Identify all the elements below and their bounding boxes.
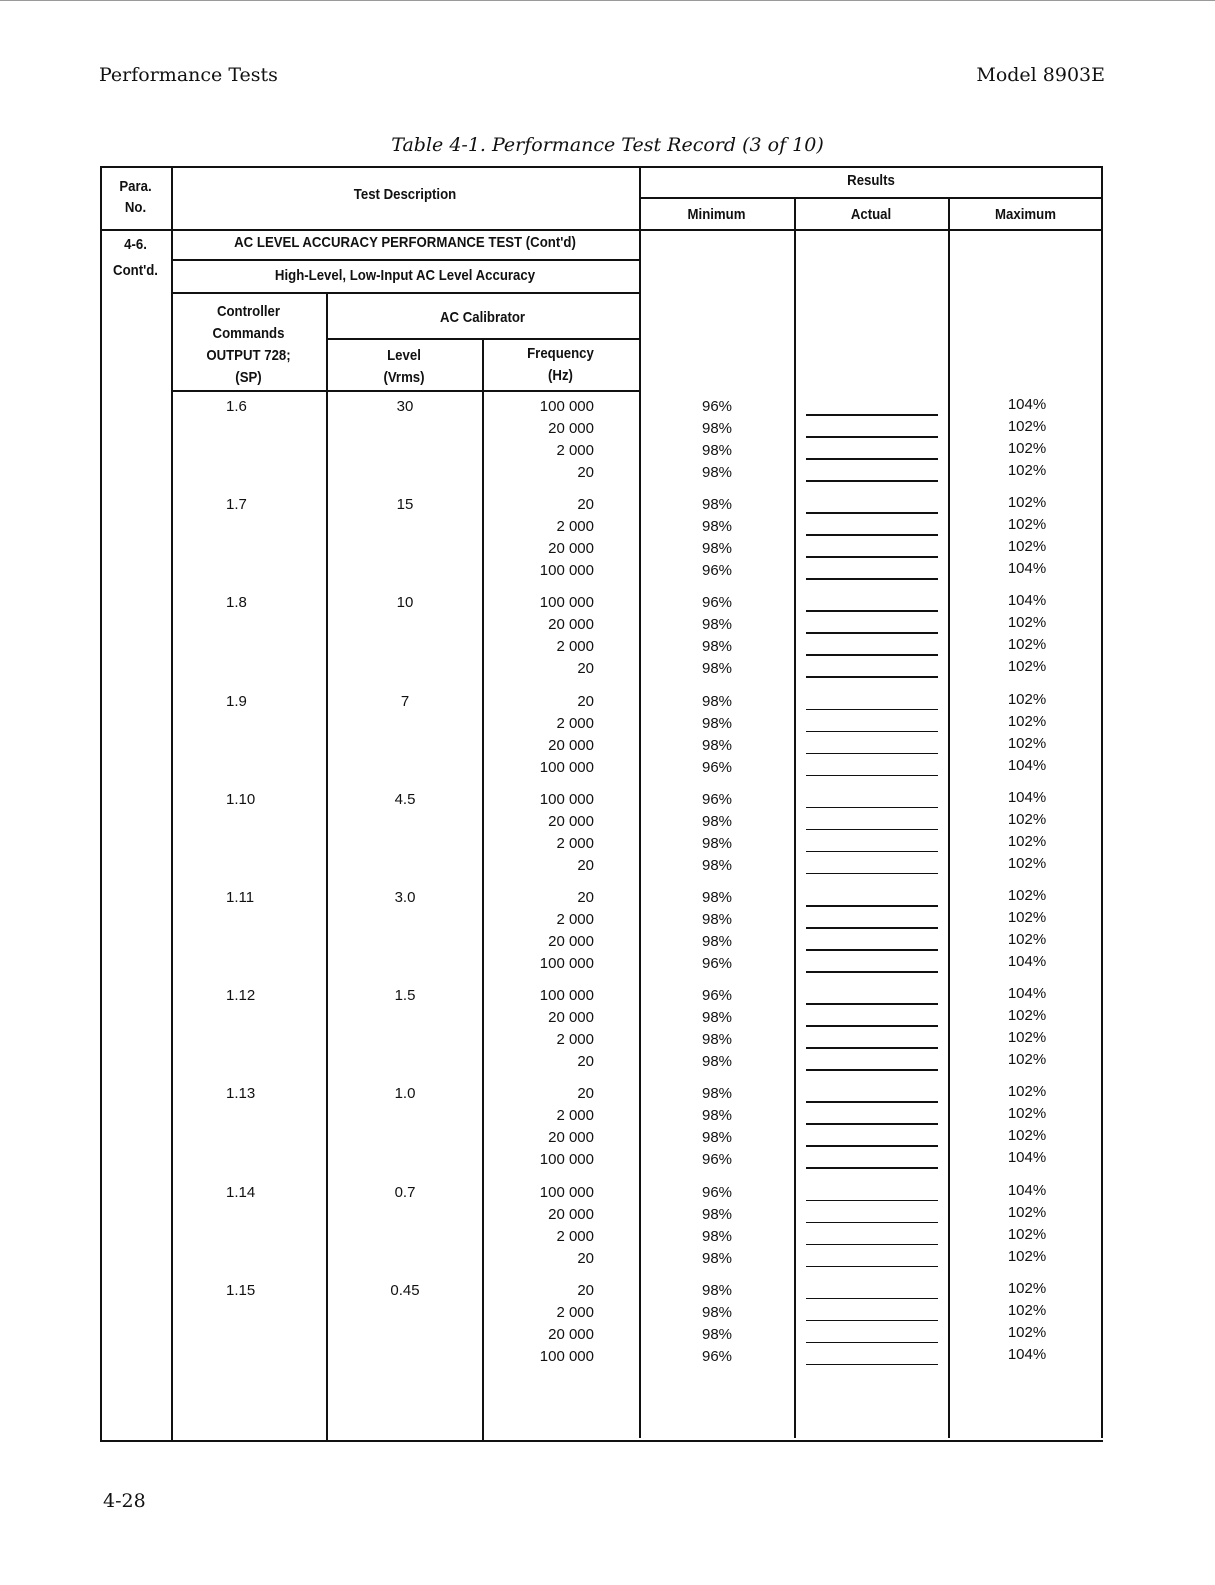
controller-command: 1.7 — [226, 496, 247, 514]
maximum-value: 102% — [1007, 931, 1047, 948]
controller-command: 1.9 — [226, 692, 247, 710]
actual-entry-blank[interactable] — [806, 1025, 938, 1027]
maximum-value: 104% — [1007, 756, 1047, 774]
col-level-header: Level (Vrms) — [383, 347, 425, 386]
col-results-header: Results — [847, 172, 895, 189]
actual-entry-blank[interactable] — [806, 971, 938, 973]
minimum-value: 98% — [701, 660, 733, 678]
frequency-value: 20 000 — [548, 1009, 594, 1027]
actual-entry-blank[interactable] — [806, 1123, 938, 1125]
frequency-value: 20 — [577, 856, 594, 874]
minimum-value: 98% — [701, 1249, 733, 1267]
maximum-value: 104% — [1007, 1181, 1047, 1199]
maximum-value: 102% — [1007, 494, 1047, 512]
controller-command: 1.13 — [226, 1085, 256, 1103]
minimum-value: 96% — [701, 594, 733, 612]
minimum-value: 98% — [701, 812, 733, 830]
maximum-value: 104% — [1007, 560, 1047, 578]
maximum-value: 102% — [1007, 1105, 1047, 1123]
model-title: Model 8903E — [976, 64, 1105, 86]
minimum-value: 98% — [701, 496, 733, 514]
actual-entry-blank[interactable] — [806, 1222, 938, 1224]
maximum-value: 102% — [1007, 1007, 1047, 1025]
actual-entry-blank[interactable] — [806, 1244, 938, 1246]
frequency-value: 100 000 — [539, 1183, 594, 1201]
minimum-value: 98% — [701, 714, 733, 732]
maximum-value: 102% — [1007, 734, 1047, 752]
controller-command: 1.8 — [226, 594, 247, 612]
col-frequency-header: Frequency (Hz) — [527, 345, 594, 384]
page-number: 4-28 — [103, 1490, 146, 1512]
level-value: 1.5 — [394, 987, 416, 1005]
frequency-value: 20 — [577, 464, 594, 481]
frequency-value: 100 000 — [539, 1151, 594, 1169]
frequency-value: 2 000 — [556, 911, 594, 928]
minimum-value: 98% — [701, 1085, 733, 1103]
controller-command: 1.12 — [226, 987, 256, 1005]
maximum-value: 102% — [1007, 909, 1047, 926]
minimum-value: 96% — [701, 955, 733, 972]
minimum-value: 96% — [701, 1347, 733, 1365]
col-ac-calibrator-header: AC Calibrator — [439, 309, 526, 326]
minimum-value: 96% — [701, 1151, 733, 1169]
para-divider — [171, 166, 173, 1442]
minimum-value: 98% — [701, 518, 733, 536]
minimum-value: 98% — [701, 1325, 733, 1343]
actual-entry-blank[interactable] — [806, 458, 938, 460]
subtitle-bottom-line — [171, 292, 639, 294]
frequency-value: 100 000 — [539, 987, 594, 1005]
maximum-value: 102% — [1007, 538, 1047, 556]
frequency-value: 100 000 — [539, 594, 594, 612]
frequency-value: 20 — [577, 692, 594, 710]
actual-entry-blank[interactable] — [806, 873, 938, 875]
frequency-value: 100 000 — [539, 562, 594, 580]
results-subheader-line — [639, 197, 1103, 199]
minimum-value: 98% — [701, 540, 733, 558]
actual-entry-blank[interactable] — [806, 1266, 938, 1268]
frequency-value: 2 000 — [556, 834, 594, 852]
maximum-value: 102% — [1007, 614, 1047, 632]
frequency-value: 2 000 — [556, 442, 594, 459]
frequency-value: 20 — [577, 1053, 594, 1071]
actual-entry-blank[interactable] — [806, 556, 938, 558]
col-para-header: Para. No. — [119, 178, 152, 216]
level-value: 10 — [396, 594, 414, 612]
minimum-value: 98% — [701, 692, 733, 710]
frequency-value: 100 000 — [539, 398, 594, 415]
maximum-value: 102% — [1007, 462, 1047, 479]
minimum-value: 98% — [701, 1227, 733, 1245]
maximum-value: 102% — [1007, 440, 1047, 457]
actual-entry-blank[interactable] — [806, 578, 938, 580]
actual-entry-blank[interactable] — [806, 1320, 938, 1322]
actual-entry-blank[interactable] — [806, 851, 938, 853]
frequency-value: 20 000 — [548, 616, 594, 634]
minimum-value: 96% — [701, 1183, 733, 1201]
section-title: Performance Tests — [99, 64, 278, 86]
actual-entry-blank[interactable] — [806, 1200, 938, 1202]
maximum-value: 102% — [1007, 1301, 1047, 1319]
frequency-value: 100 000 — [539, 1347, 594, 1365]
frequency-value: 2 000 — [556, 638, 594, 656]
table-right-border — [1101, 166, 1103, 1438]
frequency-value: 20 000 — [548, 933, 594, 950]
frequency-value: 20 000 — [548, 812, 594, 830]
frequency-value: 100 000 — [539, 955, 594, 972]
minimum-value: 98% — [701, 736, 733, 754]
maximum-value: 104% — [1007, 1345, 1047, 1363]
actual-entry-blank[interactable] — [806, 1167, 938, 1169]
maximum-value: 102% — [1007, 832, 1047, 850]
maximum-value: 104% — [1007, 1149, 1047, 1167]
actual-entry-blank[interactable] — [806, 829, 938, 831]
maximum-value: 102% — [1007, 1225, 1047, 1243]
para-contd: Cont'd. — [113, 262, 158, 279]
level-value: 7 — [400, 692, 410, 710]
actual-entry-blank[interactable] — [806, 480, 938, 482]
maximum-value: 102% — [1007, 854, 1047, 872]
maximum-value: 102% — [1007, 1029, 1047, 1047]
sp-level-divider — [326, 292, 328, 1442]
actual-entry-blank[interactable] — [806, 807, 938, 809]
actual-entry-blank[interactable] — [806, 512, 938, 514]
minimum-value: 98% — [701, 1009, 733, 1027]
minimum-value: 98% — [701, 464, 733, 481]
frequency-value: 20 — [577, 1085, 594, 1103]
results-divider — [639, 166, 641, 1438]
actual-entry-blank[interactable] — [806, 1145, 938, 1147]
actual-entry-blank[interactable] — [806, 927, 938, 929]
level-value: 0.45 — [390, 1281, 420, 1299]
maximum-value: 102% — [1007, 712, 1047, 730]
minimum-value: 98% — [701, 1129, 733, 1147]
frequency-value: 2 000 — [556, 714, 594, 732]
title-bottom-line — [171, 259, 639, 261]
maximum-value: 102% — [1007, 1051, 1047, 1069]
actual-entry-blank[interactable] — [806, 709, 938, 711]
frequency-value: 2 000 — [556, 1031, 594, 1049]
maximum-value: 102% — [1007, 636, 1047, 654]
level-value: 15 — [396, 496, 414, 514]
level-value: 4.5 — [394, 790, 416, 808]
minimum-value: 96% — [701, 562, 733, 580]
minimum-value: 96% — [701, 398, 733, 415]
maximum-value: 104% — [1007, 396, 1047, 413]
maximum-value: 102% — [1007, 418, 1047, 435]
maximum-value: 104% — [1007, 788, 1047, 806]
frequency-value: 20 000 — [548, 420, 594, 437]
actual-entry-blank[interactable] — [806, 632, 938, 634]
col-test-header: Test Description — [353, 186, 457, 203]
actual-entry-blank[interactable] — [806, 949, 938, 951]
table-top-border — [100, 166, 1103, 168]
actual-entry-blank[interactable] — [806, 775, 938, 777]
col-max-header: Maximum — [995, 206, 1056, 223]
test-subtitle: High-Level, Low-Input AC Level Accuracy — [274, 267, 536, 284]
minimum-value: 96% — [701, 758, 733, 776]
minimum-value: 98% — [701, 1281, 733, 1299]
header-bottom-line — [100, 229, 1103, 231]
actual-entry-blank[interactable] — [806, 534, 938, 536]
frequency-value: 100 000 — [539, 790, 594, 808]
actual-entry-blank[interactable] — [806, 1047, 938, 1049]
minimum-value: 96% — [701, 987, 733, 1005]
frequency-value: 20 — [577, 1281, 594, 1299]
minimum-value: 96% — [701, 790, 733, 808]
actual-entry-blank[interactable] — [806, 436, 938, 438]
minimum-value: 98% — [701, 616, 733, 634]
actual-entry-blank[interactable] — [806, 1101, 938, 1103]
minimum-value: 98% — [701, 834, 733, 852]
controller-command: 1.10 — [226, 790, 256, 808]
maximum-value: 102% — [1007, 1203, 1047, 1221]
minimum-value: 98% — [701, 856, 733, 874]
actual-entry-blank[interactable] — [806, 731, 938, 733]
controller-command: 1.11 — [226, 889, 255, 906]
level-value: 1.0 — [394, 1085, 416, 1103]
controller-command: 1.6 — [226, 398, 247, 415]
frequency-value: 100 000 — [539, 758, 594, 776]
maximum-value: 102% — [1007, 1083, 1047, 1101]
frequency-value: 2 000 — [556, 518, 594, 536]
maximum-value: 104% — [1007, 953, 1047, 970]
level-freq-divider — [482, 338, 484, 1442]
maximum-value: 104% — [1007, 985, 1047, 1003]
maximum-value: 102% — [1007, 1127, 1047, 1145]
actual-entry-blank[interactable] — [806, 1069, 938, 1071]
actual-entry-blank[interactable] — [806, 1298, 938, 1300]
actual-max-divider — [948, 197, 950, 1438]
maximum-value: 104% — [1007, 592, 1047, 610]
actual-entry-blank[interactable] — [806, 1342, 938, 1344]
frequency-value: 2 000 — [556, 1227, 594, 1245]
actual-entry-blank[interactable] — [806, 654, 938, 656]
frequency-value: 20 000 — [548, 736, 594, 754]
minimum-value: 98% — [701, 889, 733, 906]
maximum-value: 102% — [1007, 887, 1047, 904]
maximum-value: 102% — [1007, 690, 1047, 708]
frequency-value: 20 000 — [548, 1325, 594, 1343]
actual-entry-blank[interactable] — [806, 610, 938, 612]
frequency-value: 20 — [577, 1249, 594, 1267]
maximum-value: 102% — [1007, 1323, 1047, 1341]
frequency-value: 20 — [577, 660, 594, 678]
minimum-value: 98% — [701, 442, 733, 459]
col-min-header: Minimum — [687, 206, 746, 223]
maximum-value: 102% — [1007, 658, 1047, 676]
minimum-value: 98% — [701, 1053, 733, 1071]
frequency-value: 2 000 — [556, 1107, 594, 1125]
actual-entry-blank[interactable] — [806, 676, 938, 678]
actual-entry-blank[interactable] — [806, 1364, 938, 1366]
frequency-value: 20 000 — [548, 1129, 594, 1147]
maximum-value: 102% — [1007, 1279, 1047, 1297]
level-value: 3.0 — [394, 889, 416, 906]
maximum-value: 102% — [1007, 516, 1047, 534]
minimum-value: 98% — [701, 420, 733, 437]
minimum-value: 98% — [701, 1303, 733, 1321]
actual-entry-blank[interactable] — [806, 1003, 938, 1005]
minimum-value: 98% — [701, 933, 733, 950]
frequency-value: 20 000 — [548, 1205, 594, 1223]
maximum-value: 102% — [1007, 810, 1047, 828]
minimum-value: 98% — [701, 911, 733, 928]
controller-command: 1.14 — [226, 1183, 256, 1201]
min-actual-divider — [794, 197, 796, 1438]
subheader-bottom-line — [171, 390, 639, 392]
frequency-value: 2 000 — [556, 1303, 594, 1321]
controller-command: 1.15 — [226, 1281, 256, 1299]
maximum-value: 102% — [1007, 1247, 1047, 1265]
frequency-value: 20 000 — [548, 540, 594, 558]
col-actual-header: Actual — [850, 206, 892, 223]
table-bottom-border — [100, 1440, 1103, 1442]
level-value: 0.7 — [394, 1183, 416, 1201]
frequency-value: 20 — [577, 496, 594, 514]
frequency-value: 20 — [577, 889, 594, 906]
para-number: 4-6. — [124, 236, 147, 253]
actual-entry-blank[interactable] — [806, 414, 938, 416]
table-caption: Table 4-1. Performance Test Record (3 of 10) — [391, 134, 824, 156]
minimum-value: 98% — [701, 1107, 733, 1125]
minimum-value: 98% — [701, 1031, 733, 1049]
minimum-value: 98% — [701, 1205, 733, 1223]
table-left-border — [100, 166, 102, 1442]
actual-entry-blank[interactable] — [806, 753, 938, 755]
test-title: AC LEVEL ACCURACY PERFORMANCE TEST (Cont'd) — [234, 234, 576, 251]
level-value: 30 — [396, 398, 414, 415]
actual-entry-blank[interactable] — [806, 905, 938, 907]
col-controller-header: Controller Commands OUTPUT 728; (SP) — [206, 303, 291, 386]
minimum-value: 98% — [701, 638, 733, 656]
